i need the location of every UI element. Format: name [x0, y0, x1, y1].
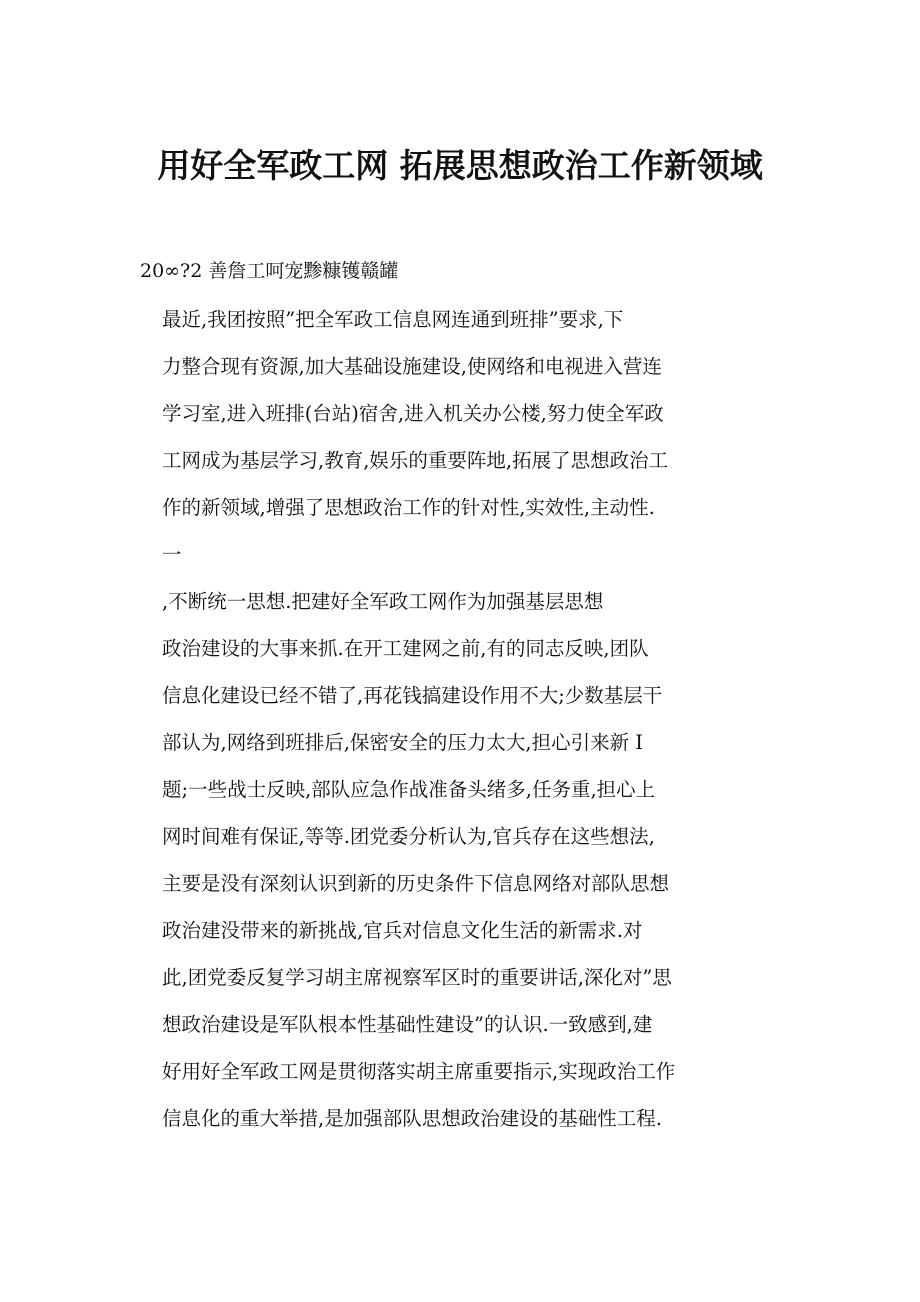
body-line: 一	[162, 543, 182, 566]
body-line: 想政治建设是军队根本性基础性建设”的认识.一致感到,建	[162, 1013, 653, 1036]
body-line: 题;一些战士反映,部队应急作战准备头绪多,任务重,担心上	[162, 778, 656, 801]
document-byline: 20∞?2 善詹工呵宠黪糠镬赣罐	[140, 260, 399, 282]
body-line: 作的新领域,增强了思想政治工作的针对性,实效性,主动性.	[162, 496, 655, 519]
body-line: 主要是没有深刻认识到新的历史条件下信息网络对部队思想	[162, 872, 670, 895]
body-line: 网时间难有保证,等等.团党委分析认为,官兵存在这些想法,	[162, 825, 655, 848]
body-line: 部认为,网络到班排后,保密安全的压力太大,担心引来新 I	[162, 731, 643, 754]
document-body	[162, 304, 762, 1150]
body-line: 工网成为基层学习,教育,娱乐的重要阵地,拓展了思想政治工	[162, 449, 669, 472]
body-line: 信息化的重大举措,是加强部队思想政治建设的基础性工程.	[162, 1107, 662, 1130]
document-title: 用好全军政工网 拓展思想政治工作新领域	[157, 146, 763, 185]
body-line: 政治建设的大事来抓.在开工建网之前,有的同志反映,团队	[162, 637, 649, 660]
body-line: 信息化建设已经不错了,再花钱搞建设作用不大;少数基层干	[162, 684, 663, 707]
body-line: 好用好全军政工网是贯彻落实胡主席重要指示,实现政治工作	[162, 1060, 676, 1083]
body-line: 政治建没带来的新挑战,官兵对信息文化生活的新需求.对	[162, 919, 643, 942]
body-line: 力整合现有资源,加大基础设施建设,使网络和电视进入营连	[162, 355, 662, 378]
body-line: ,不断统一思想.把建好全军政工网作为加强基层思想	[162, 590, 604, 613]
body-line: 学习室,进入班排(台站)宿舍,进入机关办公楼,努力使全军政	[162, 402, 664, 425]
body-line: 此,团党委反复学习胡主席视察军区时的重要讲话,深化对”思	[162, 966, 672, 989]
body-line: 最近,我团按照”把全军政工信息网连通到班排”要求,下	[162, 308, 624, 331]
